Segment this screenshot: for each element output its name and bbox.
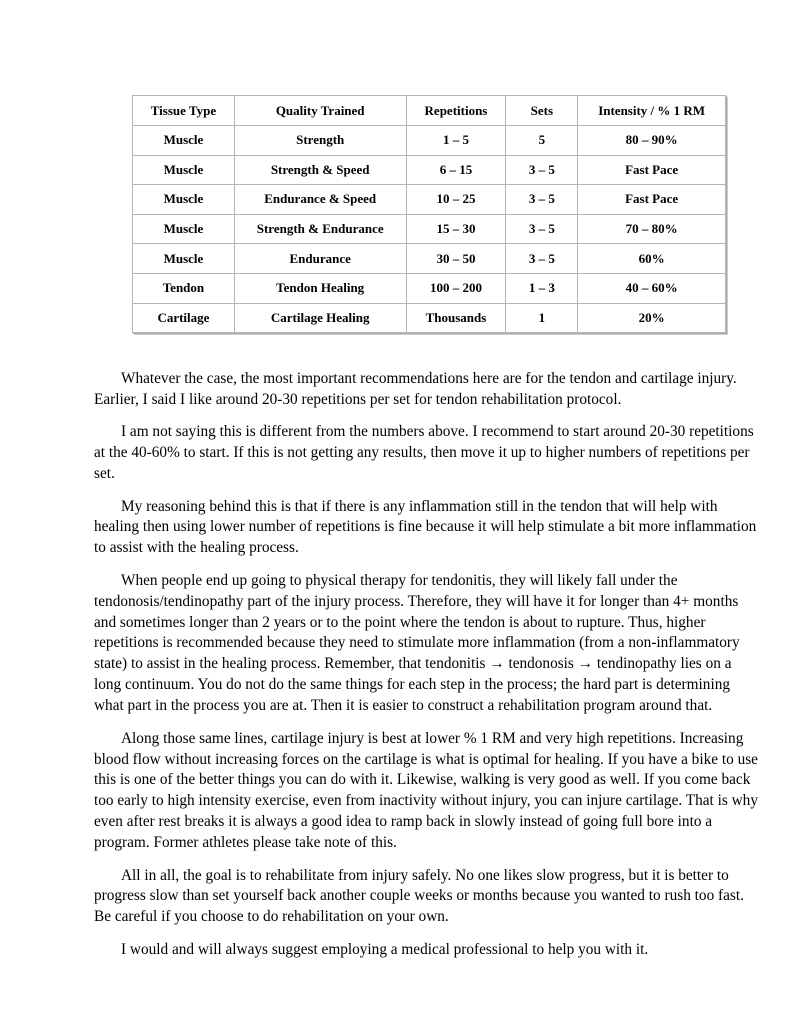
cell-sets: 3 – 5	[506, 214, 578, 244]
cell-intensity: 70 – 80%	[578, 214, 726, 244]
table-row	[133, 126, 726, 156]
cell-tissue-type: Muscle	[133, 155, 235, 185]
cell-quality-trained: Strength & Speed	[234, 155, 406, 185]
paragraph: Whatever the case, the most important recommendations here are for the tendon and cartilage injury. Earlier, I said I like around 20-30 repetitions per set for tendon rehabilitation protocol.	[94, 370, 737, 408]
cell-tissue-type: Muscle	[133, 244, 235, 274]
table-row	[133, 155, 726, 185]
cell-sets: 3 – 5	[506, 185, 578, 215]
cell-repetitions: 30 – 50	[406, 244, 506, 274]
cell-repetitions: Thousands	[406, 303, 506, 333]
cell-tissue-type: Tendon	[133, 273, 235, 303]
cell-sets: 3 – 5	[506, 244, 578, 274]
cell-tissue-type: Muscle	[133, 214, 235, 244]
cell-intensity: 40 – 60%	[578, 273, 726, 303]
table-row	[133, 214, 726, 244]
cell-repetitions: 100 – 200	[406, 273, 506, 303]
cell-intensity: 20%	[578, 303, 726, 333]
paragraph: I would and will always suggest employing a medical professional to help you with it.	[121, 940, 649, 958]
cell-tissue-type: Muscle	[133, 185, 235, 215]
cell-repetitions: 1 – 5	[406, 126, 506, 156]
cell-repetitions: 15 – 30	[406, 214, 506, 244]
header-quality-trained: Quality Trained	[234, 96, 406, 126]
cell-quality-trained: Tendon Healing	[234, 273, 406, 303]
cell-quality-trained: Strength	[234, 126, 406, 156]
cell-tissue-type: Cartilage	[133, 303, 235, 333]
table-row	[133, 273, 726, 303]
cell-intensity: Fast Pace	[578, 155, 726, 185]
table-header-row	[133, 96, 726, 126]
cell-sets: 3 – 5	[506, 155, 578, 185]
body-text	[94, 369, 762, 972]
paragraph: When people end up going to physical therapy for tendonitis, they will likely fall under the tendonosis/tendinopathy part of the injury process. Therefore, they will have it for longer than 4+ months and sometimes longer than 2 years or to the point where the tendon is about to rupture. Thus, higher repetitions is recommended because they need to stimulate more inflammation (from a non-inflammatory state) to assist in the healing process. Remember, that tendonitis → tendonosis → tendinopathy lies on a long continuum. You do not do the same things for each step in the process; the hard part is determining what part in the process you are at. Then it is easier to construct a rehabilitation program around that.	[94, 571, 740, 715]
cell-intensity: 80 – 90%	[578, 126, 726, 156]
paragraph: I am not saying this is different from the numbers above. I recommend to start around 20-30 repetitions at the 40-60% to start. If this is not getting any results, then move it up to higher numbers of repetitions per set.	[94, 423, 754, 483]
cell-quality-trained: Endurance & Speed	[234, 185, 406, 215]
cell-intensity: 60%	[578, 244, 726, 274]
header-intensity: Intensity / % 1 RM	[578, 96, 726, 126]
paragraph: My reasoning behind this is that if there is any inflammation still in the tendon that will help with healing then using lower number of repetitions is fine because it will help stimulate a bit more inflammation to assist with the healing process.	[94, 497, 757, 557]
header-repetitions: Repetitions	[406, 96, 506, 126]
cell-sets: 5	[506, 126, 578, 156]
header-tissue-type: Tissue Type	[133, 96, 235, 126]
cell-quality-trained: Endurance	[234, 244, 406, 274]
cell-quality-trained: Strength & Endurance	[234, 214, 406, 244]
cell-repetitions: 6 – 15	[406, 155, 506, 185]
table-row	[133, 244, 726, 274]
table-row	[133, 303, 726, 333]
paragraph: All in all, the goal is to rehabilitate from injury safely. No one likes slow progress, but it is better to progress slow than set yourself back another couple weeks or months because you wanted to rush too fast. Be careful if you choose to do rehabilitation on your own.	[94, 866, 744, 926]
cell-sets: 1	[506, 303, 578, 333]
cell-intensity: Fast Pace	[578, 185, 726, 215]
table-row	[133, 185, 726, 215]
cell-sets: 1 – 3	[506, 273, 578, 303]
training-table	[132, 95, 726, 333]
paragraph: Along those same lines, cartilage injury is best at lower % 1 RM and very high repetitions. Increasing blood flow without increasing forces on the cartilage is what is optimal for healing. If you have a bike to use this is one of the better things you can do with it. Likewise, walking is very good as well. If you come back too early to high intensity exercise, even from inactivity without injury, you can injure cartilage. That is why even after rest breaks it is always a good idea to ramp back in slowly instead of going full bore into a program. Former athletes please take note of this.	[94, 729, 758, 852]
cell-quality-trained: Cartilage Healing	[234, 303, 406, 333]
cell-tissue-type: Muscle	[133, 126, 235, 156]
header-sets: Sets	[506, 96, 578, 126]
cell-repetitions: 10 – 25	[406, 185, 506, 215]
